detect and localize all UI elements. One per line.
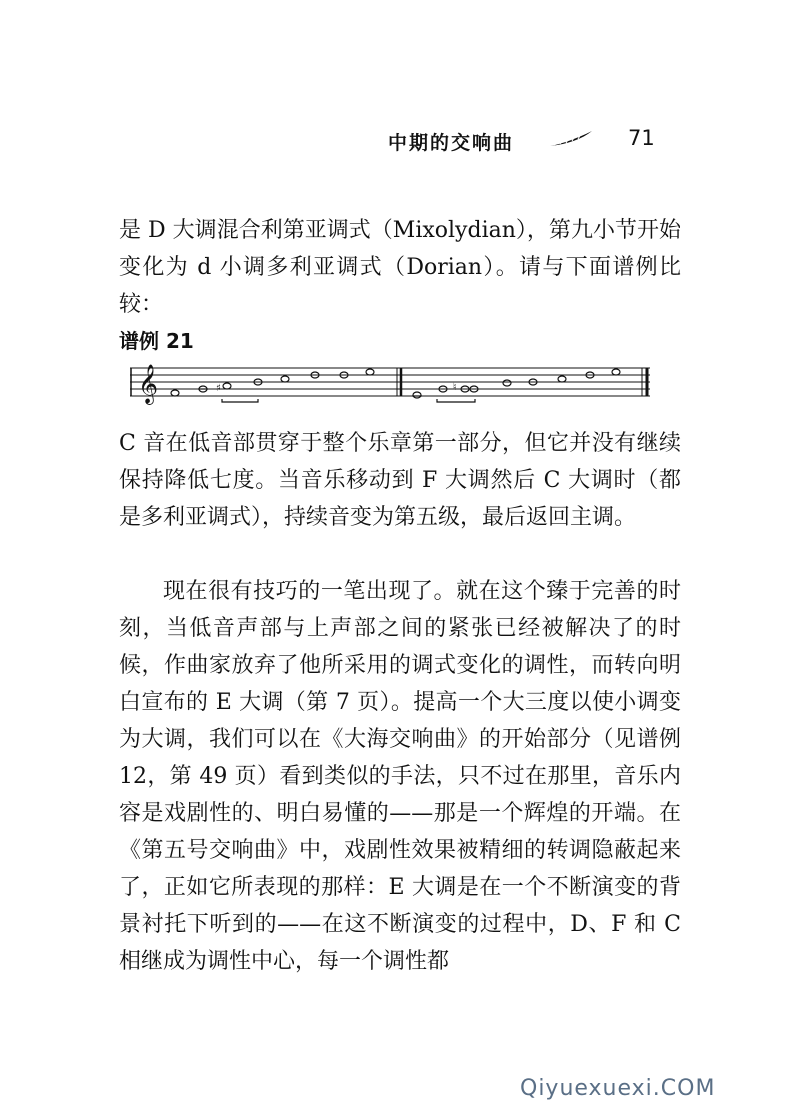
notes-part-2 [412, 369, 620, 402]
svg-text:♮: ♮ [453, 382, 457, 393]
running-header [388, 124, 688, 156]
paragraph-3: 现在很有技巧的一笔出现了。就在这个臻于完善的时刻，当低音声部与上声部之间的紧张已经被解决了的时候，作曲家放弃了他所采用的调式变化的调性，而转向明白宣布的 E 大调（第 7 页）。提高一个大三度以使小调变为大调，我们可以在《大海交响曲》的开始部分（见谱例 12，第 49 页）看到类似的手法，只不过在那里，音乐内容是戏剧性的、明白易懂的——那是一个辉煌的开端。在《第五号交响曲》中，戏剧性效果被精细的转调隐蔽起来了，正如它所表现的那样：E 大调是在一个不断演变的背景衬托下听到的——在这不断演变的过程中，D、F 和 C 相继成为调性中心，每一个调性都 [119, 579, 681, 974]
svg-text:♯: ♯ [216, 383, 221, 394]
paragraph-1: 是 D 大调混合利第亚调式（Mixolydian），第九小节开始变化为 d 小调多利亚调式（Dorian）。请与下面谱例比较： [119, 218, 681, 317]
paragraph-2: C 音在低音部贯穿于整个乐章第一部分，但它并没有继续保持降低七度。当音乐移动到 F 大调然后 C 大调时（都是多利亚调式），持续音变为第五级，最后返回主调。 [119, 431, 681, 530]
music-score [130, 358, 652, 408]
treble-clef-icon: 𝄞 [138, 364, 159, 404]
watermark: Qiyuexuexi.COM [520, 1076, 716, 1101]
staff-lines [130, 368, 650, 396]
page-number: 71 [628, 126, 655, 150]
notes-part-1 [171, 369, 374, 402]
quill-ornament-icon [548, 130, 594, 148]
header-title: 中期的交响曲 [388, 132, 515, 154]
example-label: 谱例 21 [119, 329, 194, 353]
